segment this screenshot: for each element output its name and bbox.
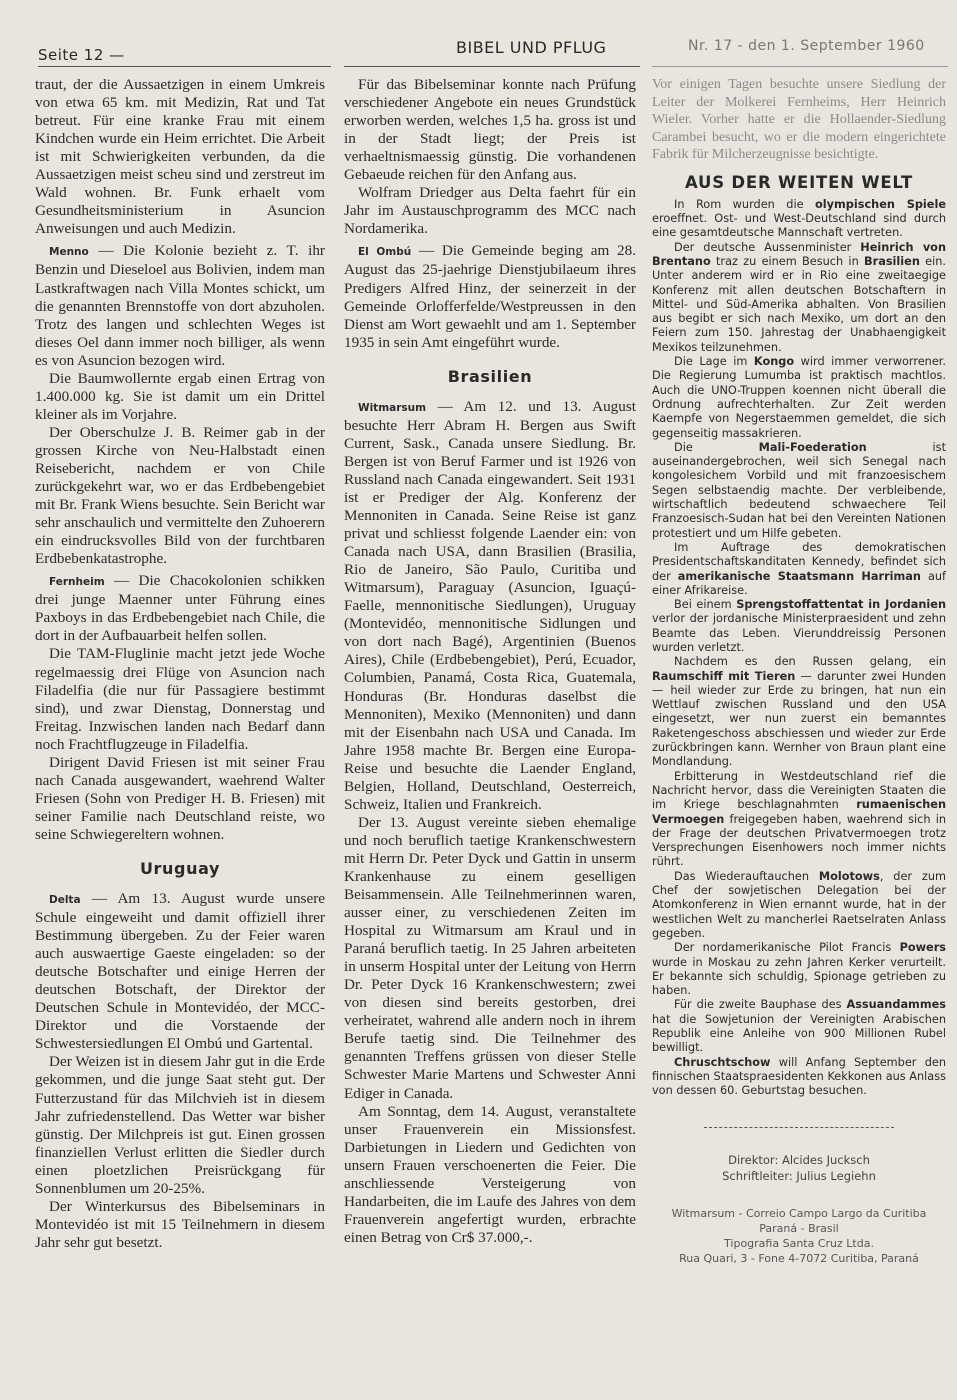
section-title-brasilien: Brasilien: [447, 366, 533, 386]
header-rule: [344, 66, 640, 67]
article-text: — Am 12. und 13. August besuchte Herr Abram H. Bergen aus Swift Current, Sask., Canada unsere Siedlung. Br. Bergen ist von Beruf Farmer und ist 1926 von Russland nach Canada eingewandert. Seit 1931 ist er Prediger der Alg. Konferenz der Mennoniten in Canada. Seine Reise ist ganz privat und schliesst folgende Laender ein: von Canada nach USA, dann Brasilien (Brasilia, Rio de Janeiro, São Paulo, Curitiba und Witmarsum), Paraguay (Asuncion, Iguaçú-Faelle, mennonitische Siedlungen), Uruguay (Montevidéo, mennonitische Sidlungen und von dort nach Bagé), Argentinien (Buenos Aires), Chile (Erdbebengebiet), Perú, Ecuador, Columbien, Panamá, Costa Rica, Guatemala, Honduras (Br. Honduras daselbst die Mennoniten), Mexiko (Mennoniten) und dann mit der Eisenbahn nach USA und Canada. Im Jahre 1958 machte Br. Bergen eine Europa-Reise und besuchte die Laender England, Belgien, Holland, Deutschland, Oesterreich, Schweiz, Italien und Frankreich.: [344, 397, 636, 813]
column-3: [652, 76, 946, 1266]
article-paragraph: Der Weizen ist in diesem Jahr gut in die Erde gekommen, und die junge Saat steht gut. Der Futterzustand für das Milchvieh ist in diesem Jahr zufriedenstellend. Das Wetter war bisher günstig. Der Milchpreis ist gut. Einen grossen finanziellen Verlust erlitten die Siedler durch einen ploetzlichen Preisrückgang für Sonnenblumen um 20-25%.: [35, 1053, 325, 1197]
header-rule: [652, 66, 948, 67]
article-paragraph: traut, der die Aussaetzigen in einem Umkreis von etwa 65 km. mit Medizin, Rat und Tat betreut. Für eine kranke Frau mit einem Kindchen wurde ein Heim errichtet. Die Arbeit ist mit Schwierigkeiten verbunden, da die Aussaetzigen meist scheu sind und zerstreut im Wald wohnen. Br. Funk erhaelt vom Gesundheitsministerium in Asuncion Anweisungen und auch Medizin.: [35, 76, 325, 238]
article-paragraph: Der Oberschulze J. B. Reimer gab in der grossen Kirche von Neu-Halbstadt einen Reisebericht, nachdem er von Chile zurückgekehrt war, wo er das Erdbebengebiet mit Br. Frank Wiens besuchte. Sein Bericht war sehr anschaulich und vermittelte den Zuhoerern ein eindrucksvolles Bild von der furchtbaren Erdbebenkatastrophe.: [35, 423, 325, 568]
printer-line: Paraná - Brasil: [759, 1221, 839, 1235]
news-item: In Rom wurden die olympischen Spiele eroeffnet. Ost- und West-Deutschland sind durch eine gesamtdeutsche Mannschaft vertreten.: [652, 197, 946, 240]
issue-date: Nr. 17 - den 1. September 1960: [688, 38, 925, 54]
article-paragraph: [35, 242, 325, 369]
place-tag: El Ombú: [358, 246, 412, 259]
article-paragraph: Die Baumwollernte ergab einen Ertrag von 1.400.000 kg. Sie ist damit um ein Drittel kleiner als im Vorjahre.: [35, 369, 325, 423]
footer-divider: [704, 1127, 894, 1128]
column-1: [35, 76, 325, 1252]
director-credit: Direktor: Alcides Jucksch: [728, 1152, 870, 1167]
publication-title: BIBEL UND PFLUG: [456, 38, 607, 57]
article-paragraph: [35, 572, 325, 645]
article-paragraph: Der Winterkursus des Bibelseminars in Montevidéo ist mit 15 Teilnehmern in diesem Jahr sehr gut besetzt.: [35, 1197, 325, 1251]
news-item: Der deutsche Aussenminister Heinrich von Brentano traz zu einem Besuch in Brasilien ein. Unter anderem wird er in Rio eine zweitaegige Konferenz mit allen deutschen Botschaftern in Mittel- und Süd-Amerika abhalten. Von Brasilien aus begibt er sich nach Mexiko, um dort an den Feiern zum 150. Jahrestag der Unabhaengigkeit Mexikos teilzunehmen.: [652, 240, 946, 354]
news-item: Die Lage im Kongo wird immer verworrener. Die Regierung Lumumba ist praktisch machtlos. Auch die UNO-Truppen koennen nicht überall die Ordnung aufrechterhalten. Zur Zeit werden Kaempfe von Negerstaemmen gemeldet, die sich gegenseitig massakrieren.: [652, 355, 946, 440]
place-tag: Fernheim: [49, 576, 105, 589]
page-header: [38, 36, 947, 66]
article-paragraph: [35, 890, 325, 1053]
news-item: Erbitterung in Westdeutschland rief die Nachricht hervor, dass die Vereinigten Staaten die im Kriege beschlagnahmten rumaenischen Vermoegen freigegeben haben, waehrend sich in der Frage der deutschen Privatvermoegen trotz Versprechungen Eisenhowers noch immer nichts rührt.: [652, 769, 946, 869]
news-item: Das Wiederauftauchen Molotows, der zum Chef der sowjetischen Delegation bei der Atomkonferenz in Wien ernannt wurde, hat in der westlichen Welt zu mancherlei Raetselraten Anlass gegeben.: [652, 869, 946, 940]
credits: [652, 1152, 946, 1184]
article-text: — Am 13. August wurde unsere Schule eingeweiht und damit offiziell ihrer Bestimmung übergeben. Zu der Feier waren auch auswaertige Gaeste eingeladen: so der deutsche Botschafter und einige Herren der deutschen Botschaft, der Direktor der Deutschen Schule in Montevidéo, der MCC-Direktor und die Vorstaende der Schwestersiedlungen El Ombú und Gartental.: [35, 890, 325, 1053]
article-paragraph: Dirigent David Friesen ist mit seiner Frau nach Canada ausgewandert, waehrend Walter Friesen (Sohn von Prediger H. B. Friesen) mit seiner Familie nach Deutschland reiste, wo seine Schwiegereltern wohnen.: [35, 753, 325, 843]
header-rule: [38, 66, 331, 67]
place-tag: Delta: [49, 894, 81, 907]
news-item: Im Auftrage des demokratischen Presidentschaftskanditaten Kennedy, befindet sich der amerikanische Staatsmann Harriman auf einer Afrikareise.: [652, 540, 946, 597]
column-2: [344, 76, 636, 1247]
news-item: Die Mali-Foederation ist auseinandergebrochen, weil sich Senegal nach kongolesichem Vorbild und mit franzoesischem Segen selbstaendig machte. Der verbleibende, wirtschaftlich bedeutend schwaechere Teil Franzoesisch-Sudan hat bei den Vereinten Nationen protestiert und um Hilfe gebeten.: [652, 440, 946, 540]
article-paragraph: Für das Bibelseminar konnte nach Prüfung verschiedener Angebote ein neues Grundstück erworben werden, welches 1,5 ha. gross ist und in der Stadt liegt; der Preis ist verhaeltnismaessig günstig. Die vorhandenen Gebaeude reichen für den Anfang aus.: [344, 76, 636, 184]
news-item: Chruschtschow will Anfang September den finnischen Staatspraesidenten Kekkonen aus Anlass von dessen 60. Geburtstag besuchen.: [652, 1055, 946, 1098]
article-paragraph: [344, 398, 636, 814]
article-paragraph: Der 13. August vereinte sieben ehemalige und noch beruflich taetige Krankenschwestern mit Herrn Dr. Peter Dyck und Gattin in unserm Krankenhause zu einem geselligen Beisammensein. Alle Teilnehmerinnen waren, ausser einer, zu verschiedenen Zeiten im Hospital zu Witmarsum am Kraul und in Paraná beruflich taetig. In 25 Jahren arbeiteten in unserm Hospital unter der Leitung von Herrn Dr. Peter Dyck 16 Krankenschwestern; zwei von diesen sind bereits gestorben, drei verheiratet, wahrend alle andern noch in ihrem Berufe taetig sind. Die Teilnehmer des genannten Treffens grüssen von dieser Stelle Schwester Marie Martens und Schwester Anni Ediger in Canada.: [344, 813, 636, 1102]
news-item: Für die zweite Bauphase des Assuandammes hat die Sowjetunion der Vereinigten Arabischen Republik eine Anleihe von 900 Millionen Rubel bewilligt.: [652, 998, 946, 1055]
article-text: — Die Chacokolonien schikken drei junge Maenner unter Führung eines Paxboys in das Erdbebengebiet nach Chile, die dort in der Aufbauarbeit helfen sollen.: [35, 572, 325, 645]
printer-line: Tipografia Santa Cruz Ltda.: [724, 1236, 874, 1250]
place-tag: Menno: [49, 246, 89, 259]
section-title-world-news: AUS DER WEITEN WELT: [684, 172, 914, 192]
editor-credit: Schriftleiter: Julius Legiehn: [722, 1168, 876, 1183]
article-paragraph: Wolfram Driedger aus Delta faehrt für ein Jahr im Austauschprogramm des MCC nach Nordamerika.: [344, 184, 636, 238]
news-item: Bei einem Sprengstoffattentat in Jordanien verlor der jordanische Ministerpraesident und zehn Beamte das Leben. Vierunddreissig Personen wurden verletzt.: [652, 598, 946, 654]
article-paragraph: [344, 242, 636, 351]
printer-line: Witmarsum - Correio Campo Largo da Curitiba: [671, 1206, 927, 1220]
article-paragraph: Am Sonntag, dem 14. August, veranstaltete unser Frauenverein ein Missionsfest. Darbietungen in Liedern und Gedichten von unsern Frauen verschoenerten die Feier. Die anschliessende Versteigerung von Handarbeiten, die im Laufe des Jahres von dem Frauenverein angefertigt wurden, erbrachte einen Betrag von Cr$ 37.000,-.: [344, 1102, 636, 1246]
printer-info: [652, 1206, 946, 1266]
page-number: Seite 12 —: [38, 46, 125, 64]
article-paragraph: Die TAM-Fluglinie macht jetzt jede Woche regelmaessig drei Flüge von Asuncion nach Filadelfia (die nur für Passagiere bestimmt sind), und zwar Dienstag, Donnerstag und Freitag. Inzwischen landen nach Bedarf dann noch Frachtflugzeuge in Filadelfia.: [35, 645, 325, 753]
section-title-uruguay: Uruguay: [139, 858, 221, 878]
article-paragraph: Vor einigen Tagen besuchte unsere Siedlung der Leiter der Molkerei Fernheims, Herr Heinrich Wieler. Vorher hatte er die Hollaender-Siedlung Carambei besucht, wo er die modern eingerichtete Fabrik für Milcherzeugnisse besichtigte.: [652, 77, 946, 162]
article-text: — Die Kolonie bezieht z. T. ihr Benzin und Dieseloel aus Bolivien, indem man Lastkraftwagen nach Villa Montes schickt, um die genannten Brennstoffe von dort abzuholen. Trotz des langen und schlechten Weges ist dieses Oel dann immer noch billiger, als wenn es von Asuncion bezogen wird.: [35, 242, 325, 369]
news-item: Der nordamerikanische Pilot Francis Powers wurde in Moskau zu zehn Jahren Kerker verurteilt. Er bekannte sich schuldig, Spionage getrieben zu haben.: [652, 941, 946, 998]
article-text: — Die Gemeinde beging am 28. August das 25-jaehrige Dienstjubilaeum ihres Predigers Alfred Hinz, der seinerzeit in der Gemeinde Orlofferfelde/Westpreussen in den Dienst am Wort gewaehlt und am 1. September 1935 in sein Amt eingeführt wurde.: [344, 242, 636, 351]
news-item: Nachdem es den Russen gelang, ein Raumschiff mit Tieren — darunter zwei Hunden — heil wieder zur Erde zu bringen, hat nun ein Wettlauf zwischen Russland und den USA eingesetzt, wer nun zuerst ein bemanntes Raketengeschoss abschiessen und wieder zur Erde zurückbringen kann. Wernher von Braun plant eine Mondlandung.: [652, 655, 946, 769]
printer-line: Rua Quari, 3 - Fone 4-7072 Curitiba, Paraná: [679, 1251, 919, 1265]
place-tag: Witmarsum: [358, 401, 427, 414]
